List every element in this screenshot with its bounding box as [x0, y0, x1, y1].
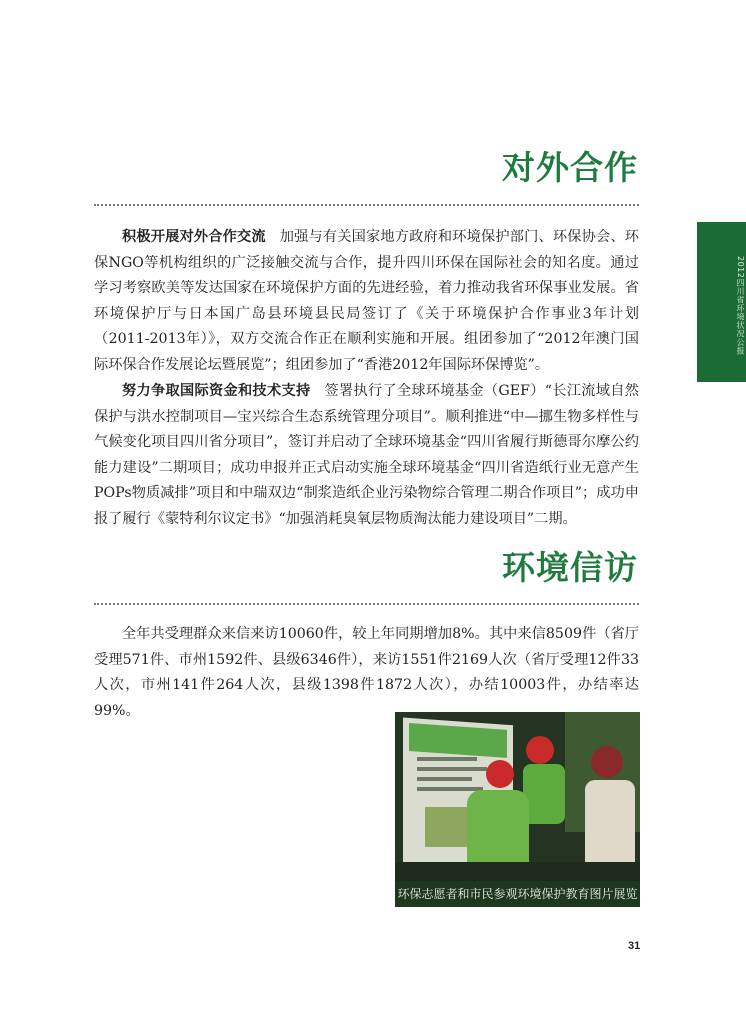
paragraph-lead: 努力争取国际资金和技术支持: [122, 383, 311, 399]
paragraph-petitions: [94, 622, 639, 724]
side-tab-label: 2012四川省环境状况公报: [736, 256, 745, 355]
side-tab: [697, 222, 746, 382]
section-divider: [94, 603, 639, 605]
paragraph-international-funding: [94, 379, 639, 532]
page-number: 31: [628, 940, 641, 952]
paragraph-body: 全年共受理群众来信来访10060件，较上年同期增加8%。其中来信8509件（省厅受理571件、市州1592件、县级6346件），来访1551件2169人次（省厅受理12件33人次，市州141件264人次，县级1398件1872人次），办结10003件，办结率达99%。: [94, 626, 639, 719]
paragraph-body: 签署执行了全球环境基金（GEF）“长江流域自然保护与洪水控制项目—宝兴综合生态系统管理分项目”。顺利推进“中—挪生物多样性与气候变化项目四川省分项目”，签订并启动了全球环境基金“四川省履行斯德哥尔摩公约能力建设”二期项目；成功申报并正式启动实施全球环境基金“四川省造纸行业无意产生POPs物质减排”项目和中瑞双边“制浆造纸企业污染物综合管理二期合作项目”；成功申报了履行《蒙特利尔议定书》“加强消耗臭氧层物质淘汰能力建设项目”二期。: [94, 383, 639, 527]
photo-caption: 环保志愿者和市民参观环境保护教育图片展览: [395, 881, 640, 907]
photo-illustration: [395, 712, 640, 907]
exhibition-photo: [395, 712, 640, 907]
paragraph-international-exchange: [94, 225, 639, 378]
section-title-foreign-cooperation: 对外合作: [502, 148, 638, 187]
paragraph-body: 加强与有关国家地方政府和环境保护部门、环保协会、环保NGO等机构组织的广泛接触交流与合作，提升四川环保在国际社会的知名度。通过学习考察欧美等发达国家在环境保护方面的先进经验，着力推动我省环保事业发展。省环境保护厅与日本国广岛县环境县民局签订了《关于环境保护合作事业3年计划（2011-2013年）》，双方交流合作正在顺利实施和开展。组团参加了“2012年澳门国际环保合作发展论坛暨展览”；组团参加了“香港2012年国际环保博览”。: [94, 229, 639, 373]
paragraph-lead: 积极开展对外合作交流: [122, 229, 266, 245]
section-title-petitions: 环境信访: [502, 548, 638, 587]
section-divider: [94, 204, 639, 206]
